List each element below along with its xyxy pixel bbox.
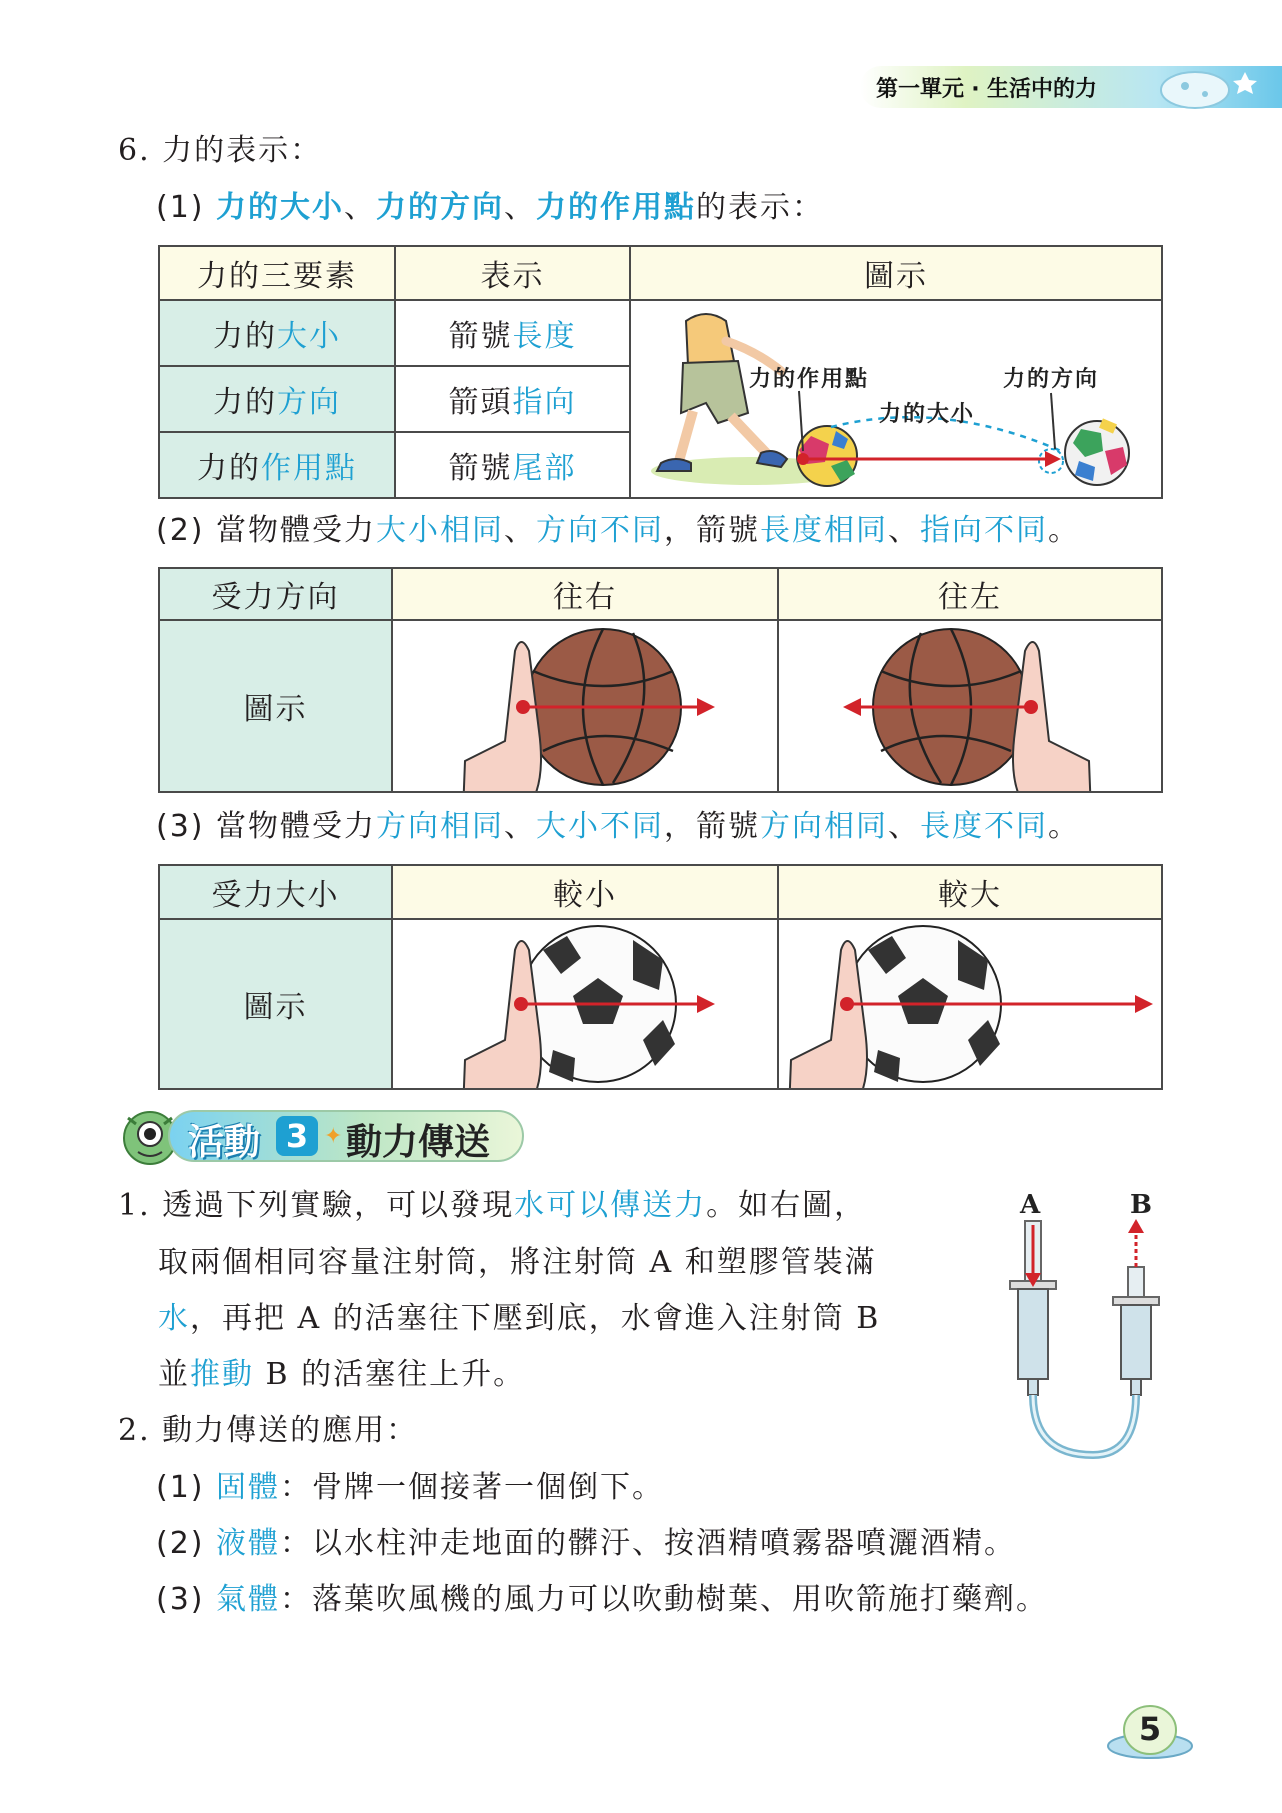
sub2-number: (2)	[156, 513, 205, 548]
sub3-mid: ，箭號	[664, 809, 761, 844]
item2-line2	[156, 1526, 1016, 1562]
item2-1-text: ：骨牌一個接著一個倒下。	[280, 1470, 665, 1505]
row2-val-hl: 指向	[512, 385, 577, 420]
table2-right-cell	[392, 620, 778, 792]
row2-val-pre: 箭頭	[448, 385, 513, 420]
activity-number: 3	[276, 1116, 318, 1156]
row3-val-hl: 尾部	[512, 451, 577, 486]
table1-row1-value	[395, 300, 630, 366]
item2-3-text: ：落葉吹風機的風力可以吹動樹葉、用吹箭施打藥劑。	[280, 1582, 1049, 1617]
table1-header-2: 表示	[395, 246, 630, 300]
row1-val-hl: 長度	[512, 319, 577, 354]
soccer-large-force	[779, 920, 1161, 1088]
sub2-s2: 、	[888, 513, 921, 548]
direction-table	[158, 567, 1163, 793]
table1-diagram-cell	[630, 300, 1162, 498]
sub3-c: 方向相同	[760, 809, 889, 844]
subheading-2	[156, 513, 1080, 549]
star-icon: ✦	[324, 1124, 343, 1149]
subheading-3	[156, 809, 1080, 845]
syringe-a-label: A	[1020, 1190, 1041, 1220]
item2-2-text: ：以水柱沖走地面的髒汙、按酒精噴霧器噴灑酒精。	[280, 1526, 1017, 1561]
sub2-a: 大小相同	[376, 513, 505, 548]
item1-line2: 取兩個相同容量注射筒，將注射筒 A 和塑膠管裝滿	[158, 1245, 877, 1280]
sub2-mid: ，箭號	[664, 513, 761, 548]
sub2-pre: 當物體受力	[216, 513, 377, 548]
row2-key-hl: 方向	[276, 385, 341, 420]
item2-1-hl: 固體	[216, 1470, 281, 1505]
item1-line4-hl: 推動	[190, 1357, 254, 1392]
item2-2-num: (2)	[156, 1526, 205, 1561]
syringe-b-label: B	[1130, 1190, 1152, 1220]
table1-row3-value	[395, 432, 630, 498]
kick-ball-illustration	[631, 301, 1161, 497]
syringe-diagram	[1000, 1185, 1180, 1465]
table3-header-3: 較大	[778, 865, 1162, 919]
item1-line1-post: 。如右圖，	[706, 1188, 867, 1223]
item1-line3-hl: 水	[158, 1301, 190, 1336]
item2-3-num: (3)	[156, 1582, 205, 1617]
sub1-sep1: 、	[344, 190, 377, 225]
table3-header-1: 受力大小	[159, 865, 392, 919]
table1-header-1: 力的三要素	[159, 246, 395, 300]
table1-header-3: 圖示	[630, 246, 1162, 300]
sub3-d: 長度不同	[920, 809, 1049, 844]
chapter-title: 第一單元 ‧ 生活中的力	[876, 77, 1097, 102]
item1-line1-pre: 1. 透過下列實驗，可以發現	[118, 1188, 515, 1223]
item1-line1	[118, 1188, 866, 1224]
page-number-badge	[1105, 1698, 1195, 1768]
table1-row1-key	[159, 300, 395, 366]
magnitude-table	[158, 864, 1163, 1090]
table3-large-cell	[778, 919, 1162, 1089]
activity-title: 動力傳送	[346, 1122, 491, 1163]
sub3-s1: 、	[504, 809, 537, 844]
planet-decoration-icon	[1145, 62, 1282, 112]
sub3-b: 大小不同	[536, 809, 665, 844]
sub2-s1: 、	[504, 513, 537, 548]
chapter-header	[860, 60, 1282, 114]
sub1-number: (1)	[156, 190, 205, 225]
item1-line4	[158, 1357, 525, 1393]
sub2-d: 指向不同	[920, 513, 1049, 548]
row3-key-pre: 力的	[196, 451, 261, 486]
table3-small-cell	[392, 919, 778, 1089]
basketball-push-left	[779, 621, 1161, 791]
item1-line1-hl: 水可以傳送力	[514, 1188, 707, 1223]
soccer-small-force	[393, 920, 777, 1088]
item2-heading: 2. 動力傳送的應用：	[118, 1413, 419, 1448]
row3-key-hl: 作用點	[260, 451, 357, 486]
section-heading: 6. 力的表示：	[118, 133, 323, 168]
page-number: 5	[1138, 1710, 1162, 1748]
item1-line3-post: ，再把 A 的活塞往下壓到底，水會進入注射筒 B	[190, 1301, 881, 1336]
item2-line1	[156, 1470, 664, 1506]
item1-line4-pre: 並	[158, 1357, 190, 1392]
three-elements-table	[158, 245, 1163, 499]
item2-2-hl: 液體	[216, 1526, 281, 1561]
row2-key-pre: 力的	[212, 385, 277, 420]
row3-val-pre: 箭號	[448, 451, 513, 486]
sub2-b: 方向不同	[536, 513, 665, 548]
sub1-term-point: 力的作用點	[536, 190, 697, 225]
label-direction: 力的方向	[1003, 367, 1100, 392]
table2-left-cell	[778, 620, 1162, 792]
table3-row-label: 圖示	[159, 919, 392, 1089]
row1-key-hl: 大小	[276, 319, 341, 354]
label-size: 力的大小	[879, 402, 976, 427]
sub2-c: 長度相同	[760, 513, 889, 548]
subheading-1	[156, 190, 824, 226]
activity-label: 活動	[188, 1122, 261, 1163]
item2-1-num: (1)	[156, 1470, 205, 1505]
sub3-end: 。	[1048, 809, 1081, 844]
table1-row3-key	[159, 432, 395, 498]
row1-key-pre: 力的	[212, 319, 277, 354]
sub1-term-direction: 力的方向	[376, 190, 505, 225]
item1-line3	[158, 1301, 880, 1337]
basketball-push-right	[393, 621, 777, 791]
table2-header-1: 受力方向	[159, 568, 392, 620]
table2-header-3: 往左	[778, 568, 1162, 620]
sub1-term-size: 力的大小	[216, 190, 345, 225]
sub2-end: 。	[1048, 513, 1081, 548]
sub1-tail: 的表示：	[696, 190, 825, 225]
sub3-a: 方向相同	[376, 809, 505, 844]
item2-3-hl: 氣體	[216, 1582, 281, 1617]
table2-header-2: 往右	[392, 568, 778, 620]
sub1-sep2: 、	[504, 190, 537, 225]
sub3-s2: 、	[888, 809, 921, 844]
label-point: 力的作用點	[749, 367, 870, 392]
sub3-number: (3)	[156, 809, 205, 844]
table3-header-2: 較小	[392, 865, 778, 919]
table1-row2-key	[159, 366, 395, 432]
table1-row2-value	[395, 366, 630, 432]
table2-row-label: 圖示	[159, 620, 392, 792]
sub3-pre: 當物體受力	[216, 809, 377, 844]
row1-val-pre: 箭號	[448, 319, 513, 354]
item1-line4-post: B 的活塞往上升。	[254, 1357, 526, 1392]
activity-banner	[118, 1104, 528, 1168]
item2-line3	[156, 1582, 1048, 1618]
